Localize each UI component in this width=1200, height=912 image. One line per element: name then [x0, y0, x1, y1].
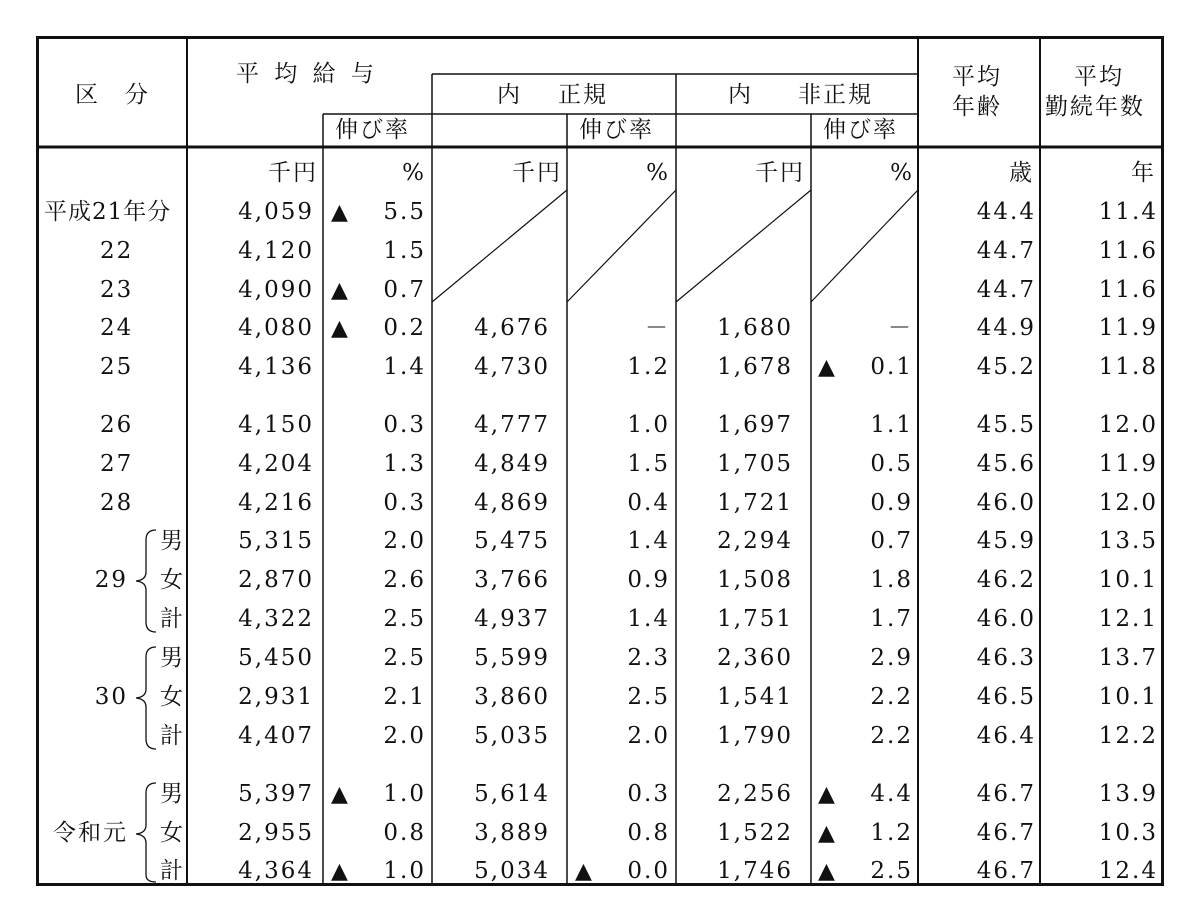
brace-group — [136, 530, 156, 882]
cell-regular-growth: 1.5 — [627, 451, 670, 477]
row-year-label: 24 — [100, 315, 134, 341]
decrease-triangle-icon: ▲ — [818, 782, 835, 807]
header-avg-age-line1: 平均 — [952, 64, 1002, 90]
cell-avg-age: 46.3 — [976, 645, 1036, 671]
cell-nonregular-growth: 1.1 — [870, 412, 913, 438]
cell-avg-salary: 4,216 — [238, 490, 314, 516]
cell-avg-age: 45.5 — [976, 412, 1036, 438]
cell-regular-salary: 5,614 — [474, 781, 550, 807]
decrease-triangle-icon: ▲ — [331, 200, 348, 225]
header-nonregular: 非正規 — [798, 82, 873, 108]
cell-avg-age: 46.7 — [976, 781, 1036, 807]
cell-regular-salary: 4,777 — [474, 412, 550, 438]
unit-age: 歳 — [1009, 160, 1034, 186]
cell-avg-salary: 4,059 — [238, 199, 314, 225]
cell-avg-age: 46.7 — [976, 820, 1036, 846]
cell-avg-age: 44.4 — [976, 199, 1036, 225]
row-year-label: 28 — [100, 490, 134, 516]
cell-avg-salary: 4,204 — [238, 451, 314, 477]
cell-avg-tenure: 12.4 — [1098, 858, 1158, 884]
row-year-label: 27 — [100, 451, 134, 477]
row-year-label: 25 — [100, 354, 134, 380]
cell-salary-growth: 2.5 — [383, 645, 426, 671]
header-avg-age-line2: 年齢 — [952, 94, 1002, 120]
cell-avg-salary: 5,315 — [238, 528, 314, 554]
row-sub-label: 計 — [160, 606, 185, 632]
cell-nonregular-salary: 1,746 — [717, 858, 793, 884]
cell-nonregular-growth: 0.9 — [870, 490, 913, 516]
cell-salary-growth: 2.6 — [383, 567, 426, 593]
cell-avg-tenure: 13.5 — [1098, 528, 1158, 554]
cell-nonregular-salary: 1,721 — [717, 490, 793, 516]
cell-avg-salary: 4,120 — [238, 238, 314, 264]
decrease-triangle-icon: ▲ — [331, 859, 348, 884]
cell-regular-salary: 3,889 — [474, 820, 550, 846]
cell-nonregular-salary: 1,522 — [717, 820, 793, 846]
cell-nonregular-salary: 1,508 — [717, 567, 793, 593]
decrease-triangle-icon: ▲ — [575, 859, 592, 884]
cell-avg-tenure: 12.0 — [1098, 412, 1158, 438]
row-year-label: 23 — [100, 277, 134, 303]
cell-avg-salary: 2,955 — [238, 820, 314, 846]
row-sub-label: 女 — [160, 567, 185, 593]
cell-nonregular-salary: 2,294 — [717, 528, 793, 554]
cell-salary-growth: 2.0 — [383, 723, 426, 749]
header-tenure-line2: 勤続年数 — [1045, 94, 1145, 120]
cell-nonregular-growth: 0.5 — [870, 451, 913, 477]
header-salary-growth: 伸び率 — [335, 117, 410, 143]
cell-regular-salary: 4,849 — [474, 451, 550, 477]
unit-nonregular: 千円 — [755, 160, 805, 186]
cell-nonregular-salary: 1,751 — [717, 606, 793, 632]
decrease-triangle-icon: ▲ — [818, 355, 835, 380]
header-regular-prefix: 内 — [497, 82, 522, 108]
cell-nonregular-growth: 1.8 — [870, 567, 913, 593]
cell-avg-tenure: 12.2 — [1098, 723, 1158, 749]
cell-nonregular-growth: 0.7 — [870, 528, 913, 554]
cell-regular-salary: 4,869 — [474, 490, 550, 516]
cell-salary-growth: 5.5 — [383, 199, 426, 225]
cell-regular-growth: 2.5 — [627, 684, 670, 710]
row-sub-label: 男 — [160, 528, 185, 554]
row-sub-label: 計 — [160, 723, 185, 749]
cell-avg-tenure: 10.1 — [1098, 684, 1158, 710]
cell-salary-growth: 1.0 — [383, 858, 426, 884]
cell-regular-salary: 4,937 — [474, 606, 550, 632]
cell-regular-salary: 5,034 — [474, 858, 550, 884]
cell-avg-tenure: 10.3 — [1098, 820, 1158, 846]
cell-avg-age: 45.2 — [976, 354, 1036, 380]
decrease-triangle-icon: ▲ — [818, 859, 835, 884]
row-year-label: 22 — [100, 238, 134, 264]
cell-avg-tenure: 13.9 — [1098, 781, 1158, 807]
row-sub-label: 女 — [160, 820, 185, 846]
cell-avg-age: 46.2 — [976, 567, 1036, 593]
cell-nonregular-growth: 2.5 — [870, 858, 913, 884]
cell-avg-tenure: 11.6 — [1098, 277, 1158, 303]
cell-nonregular-salary: 2,256 — [717, 781, 793, 807]
unit-regular-growth: % — [646, 160, 670, 186]
cell-regular-salary: 5,475 — [474, 528, 550, 554]
cell-nonregular-growth: 2.2 — [870, 723, 913, 749]
cell-regular-salary: 3,766 — [474, 567, 550, 593]
cell-avg-tenure: 11.6 — [1098, 238, 1158, 264]
cell-avg-salary: 2,931 — [238, 684, 314, 710]
row-sub-label: 計 — [160, 858, 185, 884]
cell-salary-growth: 2.1 — [383, 684, 426, 710]
cell-avg-age: 46.0 — [976, 490, 1036, 516]
header-regular: 正規 — [558, 82, 608, 108]
cell-nonregular-growth: － — [888, 315, 913, 341]
cell-avg-age: 46.0 — [976, 606, 1036, 632]
row-group-year-label: 30 — [94, 684, 128, 710]
cell-regular-growth: 0.8 — [627, 820, 670, 846]
cell-nonregular-salary: 1,705 — [717, 451, 793, 477]
cell-avg-age: 46.7 — [976, 858, 1036, 884]
cell-regular-growth: 0.9 — [627, 567, 670, 593]
row-group-year-label: 29 — [94, 567, 128, 593]
cell-avg-age: 45.6 — [976, 451, 1036, 477]
header-nonregular-prefix: 内 — [728, 82, 753, 108]
unit-salary-growth: % — [402, 160, 426, 186]
cell-salary-growth: 1.0 — [383, 781, 426, 807]
cell-salary-growth: 0.3 — [383, 412, 426, 438]
cell-avg-salary: 4,150 — [238, 412, 314, 438]
cell-avg-age: 46.4 — [976, 723, 1036, 749]
cell-salary-growth: 0.7 — [383, 277, 426, 303]
header-nonregular-growth: 伸び率 — [823, 117, 898, 143]
cell-salary-growth: 2.5 — [383, 606, 426, 632]
cell-avg-tenure: 11.8 — [1098, 354, 1158, 380]
cell-regular-growth: 1.4 — [627, 528, 670, 554]
cell-avg-age: 46.5 — [976, 684, 1036, 710]
cell-nonregular-salary: 2,360 — [717, 645, 793, 671]
decrease-triangle-icon: ▲ — [818, 821, 835, 846]
cell-avg-salary: 4,364 — [238, 858, 314, 884]
cell-avg-tenure: 10.1 — [1098, 567, 1158, 593]
cell-salary-growth: 0.2 — [383, 315, 426, 341]
cell-salary-growth: 1.3 — [383, 451, 426, 477]
unit-regular: 千円 — [512, 160, 562, 186]
cell-regular-salary: 5,599 — [474, 645, 550, 671]
cell-regular-growth: 1.0 — [627, 412, 670, 438]
cell-regular-salary: 3,860 — [474, 684, 550, 710]
header-kubun: 区 分 — [75, 82, 150, 108]
cell-regular-growth: 1.4 — [627, 606, 670, 632]
cell-avg-age: 45.9 — [976, 528, 1036, 554]
row-year-label: 平成21年分 — [44, 199, 172, 225]
cell-salary-growth: 0.3 — [383, 490, 426, 516]
cell-avg-salary: 4,407 — [238, 723, 314, 749]
cell-avg-age: 44.7 — [976, 277, 1036, 303]
cell-regular-salary: 4,676 — [474, 315, 550, 341]
unit-nonregular-growth: % — [890, 160, 914, 186]
cell-avg-salary: 4,090 — [238, 277, 314, 303]
cell-avg-salary: 4,136 — [238, 354, 314, 380]
cell-nonregular-growth: 2.2 — [870, 684, 913, 710]
row-sub-label: 女 — [160, 684, 185, 710]
cell-regular-growth: 0.4 — [627, 490, 670, 516]
cell-avg-tenure: 11.9 — [1098, 315, 1158, 341]
cell-regular-growth: 0.0 — [627, 858, 670, 884]
cell-nonregular-growth: 2.9 — [870, 645, 913, 671]
cell-nonregular-growth: 4.4 — [870, 781, 913, 807]
cell-avg-tenure: 12.0 — [1098, 490, 1158, 516]
cell-avg-salary: 5,450 — [238, 645, 314, 671]
row-year-label: 26 — [100, 412, 134, 438]
cell-nonregular-salary: 1,790 — [717, 723, 793, 749]
cell-avg-salary: 4,080 — [238, 315, 314, 341]
cell-salary-growth: 1.4 — [383, 354, 426, 380]
cell-regular-growth: 1.2 — [627, 354, 670, 380]
cell-nonregular-growth: 1.7 — [870, 606, 913, 632]
cell-regular-growth: 2.3 — [627, 645, 670, 671]
cell-avg-tenure: 13.7 — [1098, 645, 1158, 671]
decrease-triangle-icon: ▲ — [331, 278, 348, 303]
cell-regular-growth: 2.0 — [627, 723, 670, 749]
cell-nonregular-growth: 0.1 — [870, 354, 913, 380]
header-avg-salary: 平 均 給 与 — [236, 61, 378, 87]
cell-regular-salary: 4,730 — [474, 354, 550, 380]
cell-regular-growth: 0.3 — [627, 781, 670, 807]
cell-avg-salary: 4,322 — [238, 606, 314, 632]
cell-avg-age: 44.9 — [976, 315, 1036, 341]
cell-avg-age: 44.7 — [976, 238, 1036, 264]
cell-avg-tenure: 11.4 — [1098, 199, 1158, 225]
cell-regular-growth: － — [645, 315, 670, 341]
decrease-triangle-icon: ▲ — [331, 782, 348, 807]
row-group-year-label: 令和元 — [53, 820, 128, 846]
cell-nonregular-salary: 1,678 — [717, 354, 793, 380]
cell-salary-growth: 0.8 — [383, 820, 426, 846]
header-tenure-line1: 平均 — [1074, 64, 1124, 90]
unit-salary: 千円 — [268, 160, 318, 186]
cell-avg-tenure: 11.9 — [1098, 451, 1158, 477]
header-regular-growth: 伸び率 — [579, 117, 654, 143]
cell-nonregular-salary: 1,697 — [717, 412, 793, 438]
unit-tenure: 年 — [1131, 160, 1156, 186]
cell-regular-salary: 5,035 — [474, 723, 550, 749]
cell-salary-growth: 2.0 — [383, 528, 426, 554]
cell-avg-tenure: 12.1 — [1098, 606, 1158, 632]
row-sub-label: 男 — [160, 781, 185, 807]
cell-nonregular-salary: 1,541 — [717, 684, 793, 710]
cell-nonregular-growth: 1.2 — [870, 820, 913, 846]
cell-nonregular-salary: 1,680 — [717, 315, 793, 341]
cell-avg-salary: 5,397 — [238, 781, 314, 807]
cell-salary-growth: 1.5 — [383, 238, 426, 264]
row-sub-label: 男 — [160, 645, 185, 671]
cell-avg-salary: 2,870 — [238, 567, 314, 593]
decrease-triangle-icon: ▲ — [331, 316, 348, 341]
